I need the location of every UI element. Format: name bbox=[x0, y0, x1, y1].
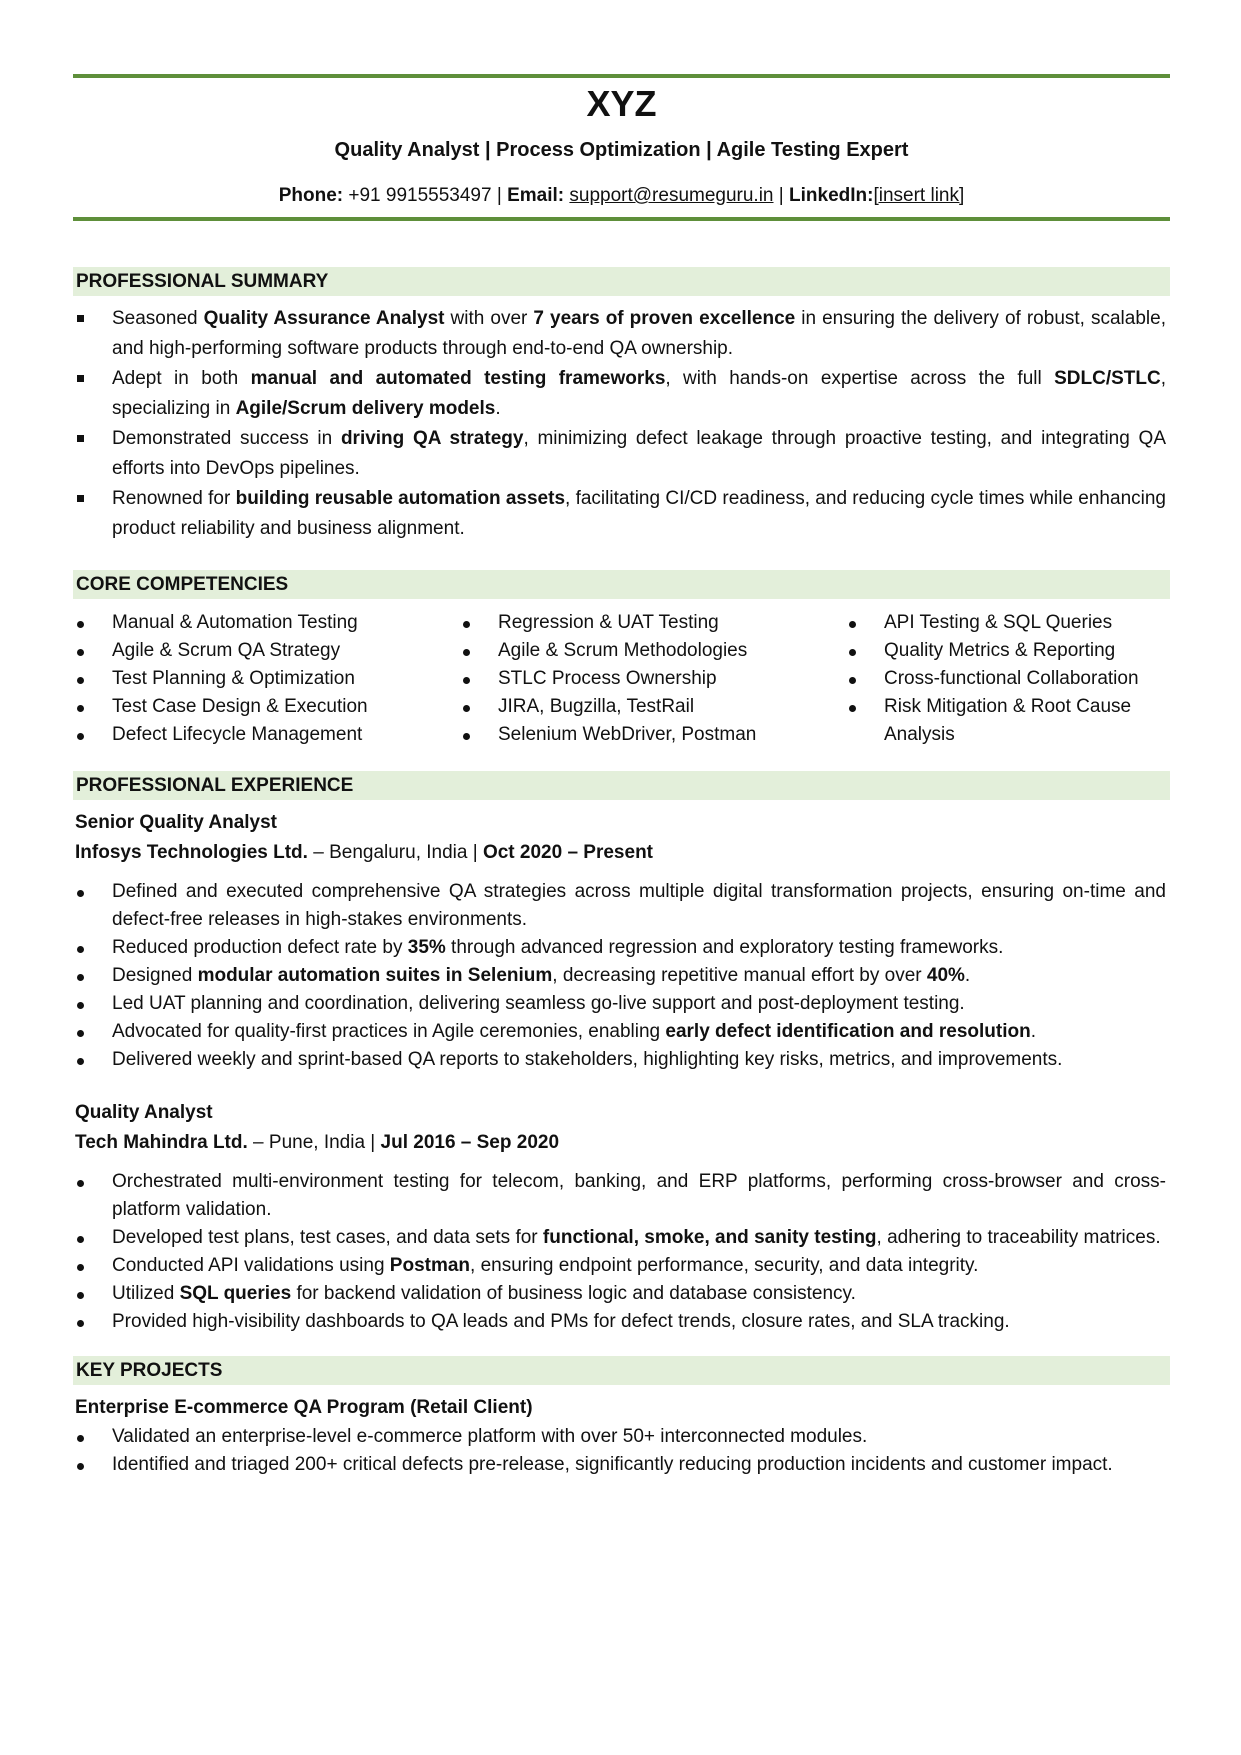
bullet-text: , with hands-on expertise across the full bbox=[665, 368, 1055, 389]
project-bullet bbox=[73, 1423, 1170, 1451]
bullet-text: , decreasing repetitive manual effort by over bbox=[552, 965, 927, 986]
summary-section bbox=[73, 267, 1170, 544]
bullet-text: , minimizing defect leakage through proactive testing, and integrating QA efforts into DevOps pipelines. bbox=[112, 428, 1166, 479]
bullet-text: , adhering to traceability matrices. bbox=[876, 1227, 1161, 1248]
emphasis-text: modular automation suites in Selenium bbox=[197, 965, 553, 986]
competency-item: Cross-functional Collaboration bbox=[845, 665, 1170, 693]
section-heading: KEY PROJECTS bbox=[73, 1356, 1170, 1385]
job-bullet bbox=[73, 1018, 1170, 1046]
projects-section bbox=[73, 1356, 1170, 1479]
company-name: Infosys Technologies Ltd. bbox=[75, 842, 308, 863]
job-title: Quality Analyst bbox=[75, 1102, 213, 1123]
phone-label: Phone: bbox=[278, 185, 344, 206]
bullet-text: , facilitating CI/CD readiness, and reducing cycle times while enhancing product reliability and business alignment. bbox=[112, 488, 1166, 539]
competency-item: Regression & UAT Testing bbox=[459, 609, 845, 637]
competency-item: API Testing & SQL Queries bbox=[845, 609, 1170, 637]
bullet-text: Adept in both bbox=[112, 368, 251, 389]
bullet-text: . bbox=[1030, 1021, 1036, 1042]
linkedin-label: LinkedIn: bbox=[789, 185, 874, 206]
job-bullet bbox=[73, 1224, 1170, 1252]
candidate-name: XYZ bbox=[586, 83, 657, 124]
job-bullets bbox=[73, 1168, 1170, 1336]
bullet-text: . bbox=[964, 965, 971, 986]
competency-item: Manual & Automation Testing bbox=[73, 609, 459, 637]
emphasis-text: Quality Assurance Analyst bbox=[203, 308, 445, 329]
bullet-text: through advanced regression and exploratory testing frameworks. bbox=[445, 937, 1004, 958]
job-bullet bbox=[73, 1308, 1170, 1336]
emphasis-text: early defect identification and resolution bbox=[665, 1021, 1031, 1042]
email-label: Email: bbox=[507, 185, 565, 206]
summary-item bbox=[73, 304, 1170, 364]
emphasis-text: SQL queries bbox=[179, 1283, 292, 1304]
competency-item: Test Case Design & Execution bbox=[73, 693, 459, 721]
email-link[interactable]: support@resumeguru.in bbox=[569, 185, 774, 206]
bullet-text: Validated an enterprise-level e-commerce platform with over 50+ interconnected modules. bbox=[112, 1426, 868, 1447]
competency-item: Selenium WebDriver, Postman bbox=[459, 721, 845, 749]
bullet-text: with over bbox=[444, 308, 534, 329]
jobs-list bbox=[73, 808, 1170, 1336]
competency-item: Agile & Scrum Methodologies bbox=[459, 637, 845, 665]
bullet-text: Defined and executed comprehensive QA strategies across multiple digital transformation projects, ensuring on-time and defect-free releases in high-stakes environments. bbox=[112, 881, 1166, 930]
bullet-text: Delivered weekly and sprint-based QA reports to stakeholders, highlighting key risks, metrics, and improvements. bbox=[112, 1049, 1063, 1070]
competencies-section bbox=[73, 570, 1170, 749]
job-bullet bbox=[73, 990, 1170, 1018]
competency-item: Defect Lifecycle Management bbox=[73, 721, 459, 749]
section-heading: CORE COMPETENCIES bbox=[73, 570, 1170, 599]
job-bullet bbox=[73, 1252, 1170, 1280]
job-company-line bbox=[73, 1128, 1170, 1158]
job-bullet bbox=[73, 1168, 1170, 1224]
competency-list bbox=[845, 609, 1170, 749]
competency-list bbox=[459, 609, 845, 749]
competency-item: Agile & Scrum QA Strategy bbox=[73, 637, 459, 665]
bullet-text: Identified and triaged 200+ critical defects pre-release, significantly reducing production incidents and customer impact. bbox=[112, 1454, 1113, 1475]
competency-column bbox=[845, 609, 1170, 749]
bullet-text: Led UAT planning and coordination, delivering seamless go-live support and post-deployment testing. bbox=[112, 993, 965, 1014]
emphasis-text: functional, smoke, and sanity testing bbox=[542, 1227, 877, 1248]
bullet-text: , ensuring endpoint performance, security, and data integrity. bbox=[470, 1255, 979, 1276]
bullet-text: for backend validation of business logic and database consistency. bbox=[291, 1283, 856, 1304]
top-rule bbox=[73, 74, 1170, 78]
summary-item bbox=[73, 364, 1170, 424]
bullet-text: Conducted API validations using bbox=[112, 1255, 390, 1276]
bullet-text: Utilized bbox=[112, 1283, 180, 1304]
job-entry bbox=[73, 808, 1170, 1074]
summary-item bbox=[73, 484, 1170, 544]
linkedin-link[interactable]: [insert link] bbox=[873, 185, 965, 206]
project-title: Enterprise E-commerce QA Program (Retail Client) bbox=[75, 1397, 533, 1418]
emphasis-text: 40% bbox=[926, 965, 965, 986]
bullet-text: in ensuring the delivery of robust, scalable, and high-performing software products through end-to-end QA ownership. bbox=[112, 308, 1166, 359]
projects-list bbox=[73, 1393, 1170, 1479]
job-entry bbox=[73, 1098, 1170, 1336]
summary-list bbox=[73, 304, 1170, 544]
section-heading: PROFESSIONAL SUMMARY bbox=[73, 267, 1170, 296]
job-dates: Oct 2020 – Present bbox=[482, 842, 653, 863]
job-location: – Pune, India | bbox=[247, 1132, 381, 1153]
competency-item: JIRA, Bugzilla, TestRail bbox=[459, 693, 845, 721]
emphasis-text: SDLC/STLC bbox=[1054, 368, 1161, 389]
job-dates: Jul 2016 – Sep 2020 bbox=[380, 1132, 560, 1153]
competency-item: Test Planning & Optimization bbox=[73, 665, 459, 693]
emphasis-text: building reusable automation assets bbox=[235, 488, 566, 509]
bullet-text: Developed test plans, test cases, and data sets for bbox=[112, 1227, 543, 1248]
separator: | bbox=[778, 185, 784, 206]
bullet-text: . bbox=[495, 398, 501, 419]
tagline: Quality Analyst | Process Optimization | Agile Testing Expert bbox=[334, 139, 909, 161]
summary-item bbox=[73, 424, 1170, 484]
company-name: Tech Mahindra Ltd. bbox=[75, 1132, 248, 1153]
competency-column bbox=[73, 609, 459, 749]
bullet-text: Advocated for quality-first practices in Agile ceremonies, enabling bbox=[112, 1021, 666, 1042]
resume-page bbox=[73, 0, 1170, 1479]
job-location: – Bengaluru, India | bbox=[307, 842, 483, 863]
bullet-text: Designed bbox=[112, 965, 198, 986]
competency-item: Quality Metrics & Reporting bbox=[845, 637, 1170, 665]
header-bottom-rule bbox=[73, 217, 1170, 221]
section-heading: PROFESSIONAL EXPERIENCE bbox=[73, 771, 1170, 800]
emphasis-text: manual and automated testing frameworks bbox=[250, 368, 666, 389]
job-bullets bbox=[73, 878, 1170, 1074]
job-title: Senior Quality Analyst bbox=[75, 812, 278, 833]
job-bullet bbox=[73, 1046, 1170, 1074]
project-bullet bbox=[73, 1451, 1170, 1479]
contact-line bbox=[73, 184, 1170, 208]
bullet-text: Demonstrated success in bbox=[112, 428, 341, 449]
project-bullets bbox=[73, 1423, 1170, 1479]
job-bullet bbox=[73, 934, 1170, 962]
bullet-text: Orchestrated multi-environment testing for telecom, banking, and ERP platforms, performing cross-browser and cross-platform validation. bbox=[112, 1171, 1166, 1220]
competency-list bbox=[73, 609, 459, 749]
emphasis-text: driving QA strategy bbox=[340, 428, 524, 449]
emphasis-text: 7 years of proven excellence bbox=[533, 308, 796, 329]
experience-section bbox=[73, 771, 1170, 1336]
job-bullet bbox=[73, 962, 1170, 990]
job-bullet bbox=[73, 878, 1170, 934]
competency-item: Risk Mitigation & Root Cause Analysis bbox=[845, 693, 1170, 749]
job-bullet bbox=[73, 1280, 1170, 1308]
phone-number: +91 9915553497 bbox=[348, 185, 492, 206]
bullet-text: Reduced production defect rate by bbox=[112, 937, 408, 958]
competency-column bbox=[459, 609, 845, 749]
job-company-line bbox=[73, 838, 1170, 868]
bullet-text: , specializing in bbox=[112, 368, 1166, 419]
emphasis-text: Agile/Scrum delivery models bbox=[235, 398, 496, 419]
bullet-text: Renowned for bbox=[112, 488, 236, 509]
bullet-text: Seasoned bbox=[112, 308, 204, 329]
competency-grid bbox=[73, 609, 1170, 749]
emphasis-text: 35% bbox=[407, 937, 446, 958]
emphasis-text: Postman bbox=[389, 1255, 471, 1276]
bullet-text: Provided high-visibility dashboards to QA leads and PMs for defect trends, closure rates, and SLA tracking. bbox=[112, 1311, 1010, 1332]
project-entry bbox=[73, 1393, 1170, 1479]
competency-item: STLC Process Ownership bbox=[459, 665, 845, 693]
separator: | bbox=[496, 185, 502, 206]
